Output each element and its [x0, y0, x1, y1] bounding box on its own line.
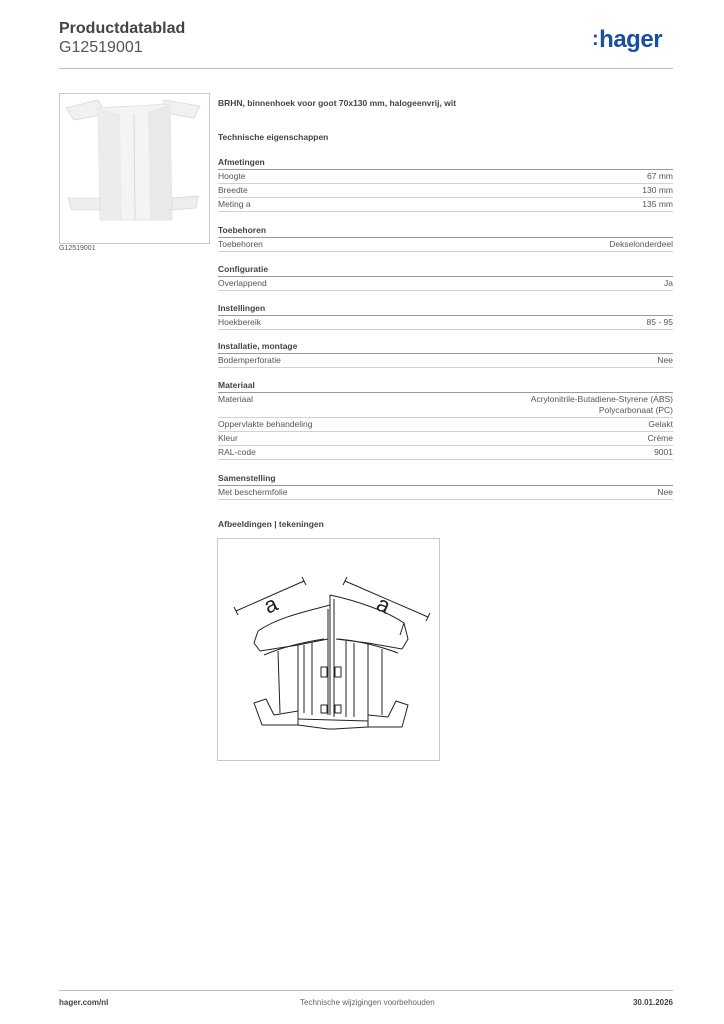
footer-disclaimer: Technische wijzigingen voorbehouden	[300, 998, 435, 1007]
property-value	[648, 419, 673, 430]
property-value	[647, 317, 673, 328]
property-value	[531, 394, 673, 416]
hager-logo: :hager	[592, 26, 663, 53]
property-value-line: Acrylonitrile-Butadiene-Styrene (ABS)	[530, 394, 673, 404]
property-row	[218, 432, 673, 446]
product-photo-image	[60, 94, 209, 243]
property-value-line: Crème	[647, 433, 673, 443]
property-section	[218, 340, 673, 368]
property-row	[218, 277, 673, 291]
property-value-line: Nee	[657, 487, 673, 497]
page-title: Productdatablad	[59, 20, 186, 37]
property-value	[642, 185, 673, 196]
property-label: Kleur	[218, 433, 238, 443]
property-value	[642, 199, 673, 210]
product-code: G12519001	[59, 39, 143, 56]
property-value-line: Dekselonderdeel	[609, 239, 673, 249]
product-photo	[59, 93, 210, 244]
section-title: Afmetingen	[218, 156, 673, 170]
property-value	[647, 171, 673, 182]
header-divider	[59, 68, 673, 69]
section-title: Installatie, montage	[218, 340, 673, 354]
property-value	[664, 278, 673, 289]
property-label: Hoogte	[218, 171, 246, 181]
property-row	[218, 316, 673, 330]
property-row	[218, 198, 673, 212]
section-title: Instellingen	[218, 302, 673, 316]
property-value	[657, 355, 673, 366]
property-label: Met beschermfolie	[218, 487, 288, 497]
property-value	[654, 447, 673, 458]
property-row	[218, 486, 673, 500]
technical-drawing-image	[218, 539, 439, 760]
property-value-line: Gelakt	[648, 419, 673, 429]
property-value	[657, 487, 673, 498]
property-value-line: Nee	[657, 355, 673, 365]
product-title: BRHN, binnenhoek voor goot 70x130 mm, halogeenvrij, wit	[218, 98, 457, 108]
property-value-line: Ja	[664, 278, 673, 288]
section-title: Toebehoren	[218, 224, 673, 238]
tech-properties-heading: Technische eigenschappen	[218, 132, 329, 142]
property-row	[218, 238, 673, 252]
property-value	[609, 239, 673, 250]
drawings-heading: Afbeeldingen | tekeningen	[218, 519, 324, 529]
dimension-label-left: a	[259, 590, 282, 619]
property-label: Hoekbereik	[218, 317, 261, 327]
property-value	[647, 433, 673, 444]
property-label: Meting a	[218, 199, 251, 209]
property-row	[218, 184, 673, 198]
footer-date: 30.01.2026	[632, 998, 673, 1007]
property-section	[218, 302, 673, 330]
property-label: Bodemperforatie	[218, 355, 281, 365]
property-value-line: 85 - 95	[646, 317, 673, 327]
property-label: RAL-code	[218, 447, 256, 457]
section-title: Materiaal	[218, 379, 673, 393]
property-label: Toebehoren	[218, 239, 263, 249]
property-value-line: 9001	[654, 447, 673, 457]
property-section	[218, 263, 673, 291]
property-section	[218, 224, 673, 252]
footer-divider	[59, 990, 673, 991]
property-section	[218, 156, 673, 212]
property-value-line: 130 mm	[642, 185, 673, 195]
footer-website: hager.com/nl	[59, 998, 109, 1007]
property-value-line: Polycarbonaat (PC)	[598, 405, 673, 415]
section-title: Samenstelling	[218, 472, 673, 486]
property-row	[218, 393, 673, 418]
property-label: Breedte	[218, 185, 248, 195]
property-section	[218, 472, 673, 500]
section-title: Configuratie	[218, 263, 673, 277]
property-section	[218, 379, 673, 460]
technical-drawing	[217, 538, 440, 761]
property-row	[218, 418, 673, 432]
photo-caption: G12519001	[59, 245, 96, 252]
property-label: Materiaal	[218, 394, 253, 404]
property-value-line: 135 mm	[642, 199, 673, 209]
property-value-line: 67 mm	[647, 171, 673, 181]
dimension-label-right: a	[372, 590, 395, 619]
property-label: Overlappend	[218, 278, 267, 288]
property-row	[218, 446, 673, 460]
property-row	[218, 354, 673, 368]
property-row	[218, 170, 673, 184]
property-label: Oppervlakte behandeling	[218, 419, 313, 429]
